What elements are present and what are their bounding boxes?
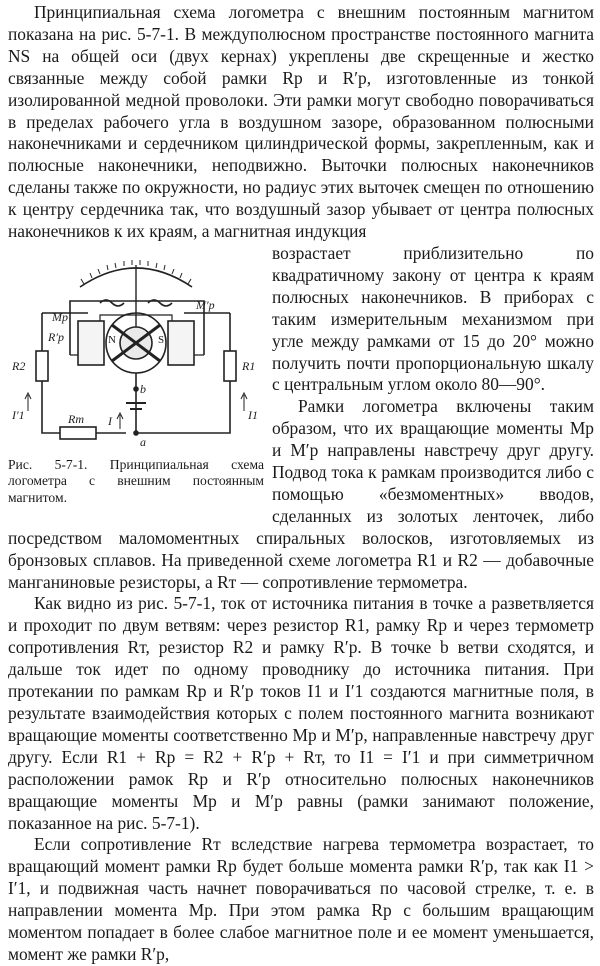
label-i1-prime: I′1 <box>12 407 25 422</box>
logometer-schematic <box>8 243 264 455</box>
paragraph-2: возрастает приблизительно по квадратичному закону от центра к краям полюсных наконечников. В приборах с таким измерительным механизмом при угле между рамками от 15 до 20° можно получить почти пропорциональную шкалу с центральным углом около 80—90°. <box>272 242 594 395</box>
label-mp-prime: M′р <box>196 297 215 312</box>
label-mp: Mр <box>52 309 68 324</box>
figure-5-7-1 <box>8 243 264 507</box>
label-rt: Rт <box>68 411 84 426</box>
label-r2: R2 <box>12 358 26 373</box>
paragraph-4: Как видно из рис. 5-7-1, ток от источника питания в точке a разветвляется и проходит по двум ветвям: через резистор R1, рамку Rр и через термометр сопротивления Rт, резистор R2 и рамку R′р. В точке b ветви сходятся, и дальше ток идет по одному проводнику до источника питания. При протекании по рамкам Rр и R′р токов I1 и I′1 создаются магнитные поля, в результате взаимодействия которых с полем постоянного магнита возникают вращающие моменты соответственно Mр и M′р, направленные навстречу друг другу. Если R1 + Rр = R2 + R′р + Rт, то I1 = I′1 и при симметричном расположении рамок Rр и R′р относительно полюсных наконечников вращающие моменты Mр и M′р равны (рамки занимают положение, показанное на рис. 5-7-1). <box>8 593 594 833</box>
paragraph-5: Если сопротивление Rт вследствие нагрева термометра возрастает, то вращающий момент рамки Rр будет больше момента рамки R′р, так как I1 > I′1, и подвижная часть начнет поворачиваться по часовой стрелке, т. е. в направлении момента Mр. При этом рамка Rр с большим вращающим моментом попадает в более слабое магнитное поле и ее момент уменьшается, момент же рамки R′р, <box>8 834 594 964</box>
label-s: S <box>158 333 165 346</box>
label-rp: R′р <box>48 329 64 344</box>
paragraph-3: Рамки логометра включены таким образом, что их вращающие моменты Mр и M′р направлены навстречу друг другу. Подвод тока к рамкам производится либо с помощью «безмоментных» вводов, сделанных из золотых ленточек, либо посредством маломоментных спиральных волосков, изготовляемых из бронзовых сплавов. На приведенной схеме логометра R1 и R2 — добавочные манганиновые резисторы, а Rт — сопротивление термометра. <box>8 396 594 592</box>
label-a: a <box>140 434 146 449</box>
label-b: b <box>140 381 146 396</box>
figure-caption: Рис. 5-7-1. Принципиальная схема логометра с внешним постоянным магнитом. <box>8 456 264 505</box>
label-r1: R1 <box>242 358 256 373</box>
label-n: N <box>108 333 116 346</box>
label-i1: I1 <box>248 407 258 422</box>
label-i: I <box>108 413 112 428</box>
paragraph-1: Принципиальная схема логометра с внешним постоянным магнитом показана на рис. 5-7-1. В междуполюсном пространстве постоянного магнита NS на общей оси (двух кернах) укреплены две скрещенные и жестко связанные между собой рамки Rр и R′р, изготовленные из тонкой изолированной медной проволоки. Эти рамки могут свободно поворачиваться в пределах рабочего угла в воздушном зазоре, образованном полюсными наконечниками и сердечником цилиндрической формы, закрепленным, как и полюсные наконечники, неподвижно. Выточки полюсных наконечников сделаны также по окружности, но радиус этих выточек смещен по отношению к центру сердечника так, что воздушный зазор убывает от центра полюсных наконечников к их краям, а магнитная индукция <box>8 2 594 242</box>
